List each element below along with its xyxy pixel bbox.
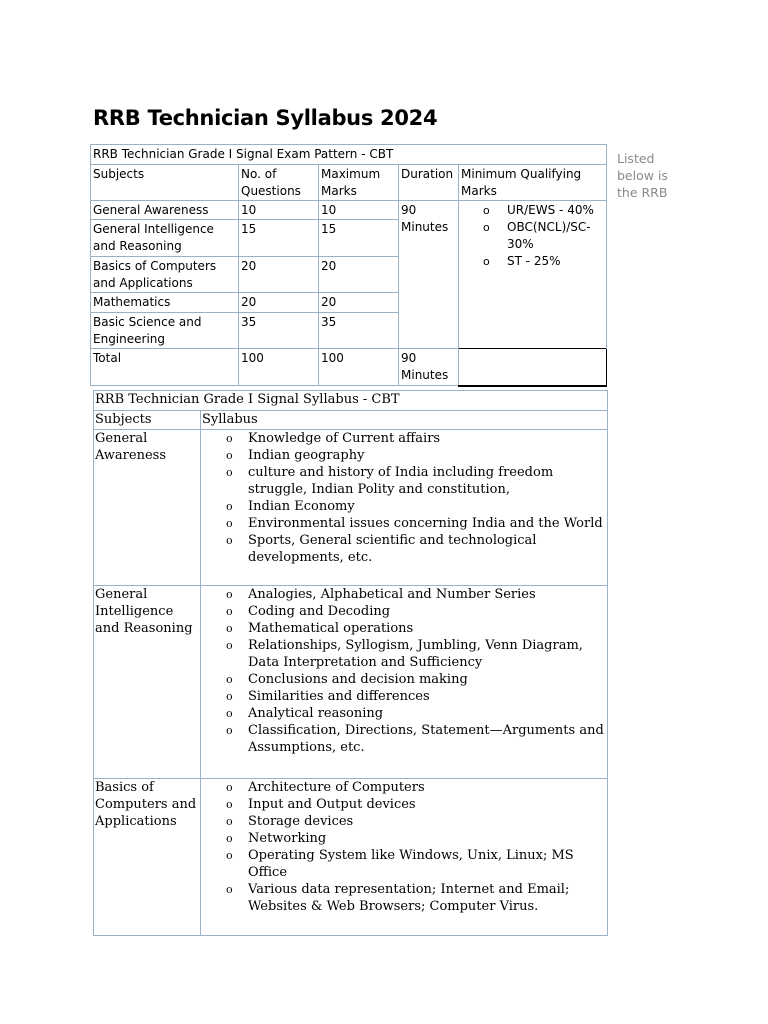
bullet-icon: o	[226, 639, 233, 652]
bullet-icon: o	[226, 449, 233, 462]
bullet-icon: o	[226, 883, 233, 896]
exam-pattern-table	[90, 144, 607, 387]
subject-cell: General Intelligence and Reasoning	[94, 586, 201, 779]
page-title: RRB Technician Syllabus 2024	[93, 106, 438, 130]
duration-cell: 90 Minutes	[399, 201, 459, 349]
bullet-icon: o	[226, 466, 233, 479]
column-header: Minimum Qualifying Marks	[459, 165, 607, 201]
column-header: Subjects	[91, 165, 239, 201]
list-item: o Conclusions and decision making	[226, 672, 468, 687]
column-header: Duration	[399, 165, 459, 201]
subject-cell: General Awareness	[91, 201, 239, 220]
list-item: o Analytical reasoning	[226, 706, 384, 721]
marks-cell: 10	[319, 201, 399, 220]
bullet-icon: o	[226, 798, 233, 811]
column-header: Maximum Marks	[319, 165, 399, 201]
list-item: o OBC(NCL)/SC-30%	[483, 220, 591, 251]
list-item: o ST - 25%	[483, 254, 561, 268]
total-qualifying	[459, 349, 607, 386]
marks-cell: 15	[319, 220, 399, 257]
syllabus-table	[93, 390, 608, 936]
total-marks: 100	[319, 349, 399, 386]
bullet-icon: o	[483, 221, 490, 234]
bullet-icon: o	[226, 815, 233, 828]
syllabus-list	[202, 430, 606, 566]
table-caption-row	[94, 391, 608, 411]
syllabus-section-general-awareness	[94, 430, 608, 586]
qualifying-marks-cell	[459, 201, 607, 349]
bullet-icon: o	[226, 517, 233, 530]
subject-cell: General Intelligence and Reasoning	[91, 220, 239, 257]
list-item: o Relationships, Syllogism, Jumbling, Venn Diagram, Data Interpretation and Sufficiency	[226, 638, 583, 670]
table-caption: RRB Technician Grade I Signal Exam Pattern - CBT	[91, 145, 607, 165]
questions-cell: 10	[239, 201, 319, 220]
table-caption: RRB Technician Grade I Signal Syllabus - CBT	[94, 391, 608, 411]
list-item: o Storage devices	[226, 814, 354, 829]
marks-cell: 20	[319, 293, 399, 313]
bullet-icon: o	[226, 707, 233, 720]
table-header-row	[94, 411, 608, 430]
list-item: o Similarities and differences	[226, 689, 430, 704]
bullet-icon: o	[483, 255, 490, 268]
list-item: o Networking	[226, 831, 327, 846]
subject-cell: Basics of Computers and Applications	[91, 257, 239, 293]
column-header: No. of Questions	[239, 165, 319, 201]
total-row	[91, 349, 607, 386]
list-item: o Indian Economy	[226, 499, 355, 514]
syllabus-cell	[201, 586, 608, 779]
table-header-row	[91, 165, 607, 201]
syllabus-list	[202, 779, 606, 915]
questions-cell: 35	[239, 313, 319, 349]
bullet-icon: o	[226, 724, 233, 737]
subject-cell: Mathematics	[91, 293, 239, 313]
questions-cell: 20	[239, 293, 319, 313]
bullet-icon: o	[226, 500, 233, 513]
list-item: o Architecture of Computers	[226, 780, 425, 795]
subject-cell: Basics of Computers and Applications	[94, 779, 201, 936]
column-header: Syllabus	[201, 411, 608, 430]
list-item: o Input and Output devices	[226, 797, 416, 812]
syllabus-cell	[201, 430, 608, 586]
list-item: o culture and history of India including freedom struggle, Indian Polity and constitution,	[226, 465, 554, 497]
syllabus-section-computers	[94, 779, 608, 936]
bullet-icon: o	[226, 588, 233, 601]
list-item: o Knowledge of Current affairs	[226, 431, 441, 446]
bullet-icon: o	[226, 673, 233, 686]
list-item: o UR/EWS - 40%	[483, 203, 594, 217]
bullet-icon: o	[226, 534, 233, 547]
bullet-icon: o	[483, 204, 490, 217]
list-item: o Operating System like Windows, Unix, Linux; MS Office	[226, 848, 574, 880]
marks-cell: 20	[319, 257, 399, 293]
list-item: o Indian geography	[226, 448, 365, 463]
list-item: o Various data representation; Internet and Email; Websites & Web Browsers; Computer Virus.	[226, 882, 570, 914]
side-note-text: Listed below is the RRB	[617, 151, 668, 200]
list-item: o Analogies, Alphabetical and Number Series	[226, 587, 536, 602]
syllabus-list	[202, 586, 606, 756]
questions-cell: 15	[239, 220, 319, 257]
column-header: Subjects	[94, 411, 201, 430]
table-caption-row	[91, 145, 607, 165]
bullet-icon: o	[226, 690, 233, 703]
list-item: o Sports, General scientific and technological developments, etc.	[226, 533, 537, 565]
list-item: o Mathematical operations	[226, 621, 414, 636]
bullet-icon: o	[226, 605, 233, 618]
table-row	[91, 201, 607, 220]
total-questions: 100	[239, 349, 319, 386]
syllabus-section-general-intelligence	[94, 586, 608, 779]
total-duration: 90 Minutes	[399, 349, 459, 386]
bullet-icon: o	[226, 781, 233, 794]
questions-cell: 20	[239, 257, 319, 293]
bullet-icon: o	[226, 832, 233, 845]
bullet-icon: o	[226, 622, 233, 635]
bullet-icon: o	[226, 432, 233, 445]
subject-cell: Basic Science and Engineering	[91, 313, 239, 349]
qualifying-list	[461, 202, 604, 270]
marks-cell: 35	[319, 313, 399, 349]
list-item: o Environmental issues concerning India and the World	[226, 516, 603, 531]
total-label: Total	[91, 349, 239, 386]
list-item: o Classification, Directions, Statement—Arguments and Assumptions, etc.	[226, 723, 604, 755]
list-item: o Coding and Decoding	[226, 604, 391, 619]
bullet-icon: o	[226, 849, 233, 862]
syllabus-cell	[201, 779, 608, 936]
subject-cell: General Awareness	[94, 430, 201, 586]
